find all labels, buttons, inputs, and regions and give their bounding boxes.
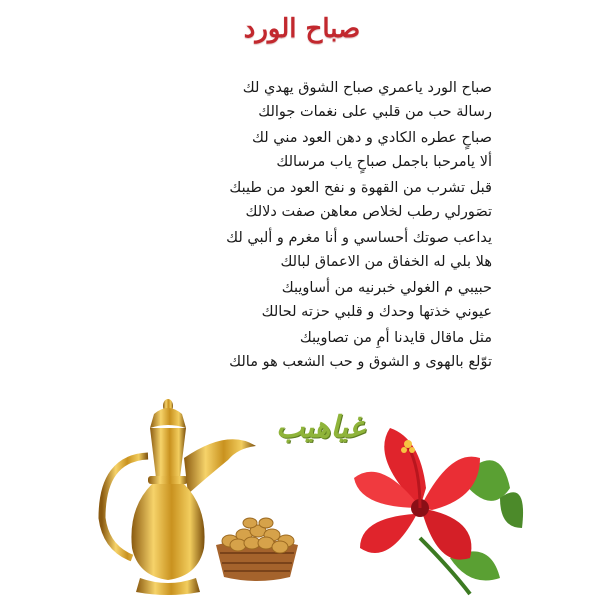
poem-line: عيوني خذتها وحدك و قلبي حزته لحالك	[261, 304, 492, 320]
poem-line: حبيبي م الغولي خبرنيه من أساويبك	[281, 280, 492, 296]
poem-line: يداعب صوتك أحساسي و أنا مغرم و ألبي لك	[226, 230, 492, 246]
poem-line: صباح الورد ياعمري صباح الشوق يهدي لك	[242, 80, 492, 96]
hibiscus-flower-icon	[350, 418, 530, 598]
poem-line: قبل تشرب من القهوة و نفح العود من طيبك	[229, 180, 492, 196]
poem-line: ألا يامرحبا باجمل صباحٍ ياب مرسالك	[276, 154, 492, 170]
card-title: صباح الورد	[243, 14, 361, 44]
poem-line: صباحٍ عطره الكادي و دهن العود مني لك	[252, 130, 492, 146]
poem-block	[0, 74, 604, 374]
poem-line: رسالة حب من قلبي على نغمات جوالك	[258, 104, 492, 120]
poem-line: مثل ماقال قايدنا أمِ من تصاويبك	[299, 330, 492, 346]
dates-basket-icon	[212, 505, 302, 585]
poem-line: تصَورلي رطب لخلاص معاهن صفت دلالك	[245, 204, 492, 220]
brand-signature: غياهيب	[276, 410, 365, 445]
poem-line: توّلع بالهوى و الشوق و حب الشعب هو مالك	[229, 354, 492, 370]
poem-line: هلا بلي له الخفاق من الاعماق لبالك	[280, 254, 492, 270]
